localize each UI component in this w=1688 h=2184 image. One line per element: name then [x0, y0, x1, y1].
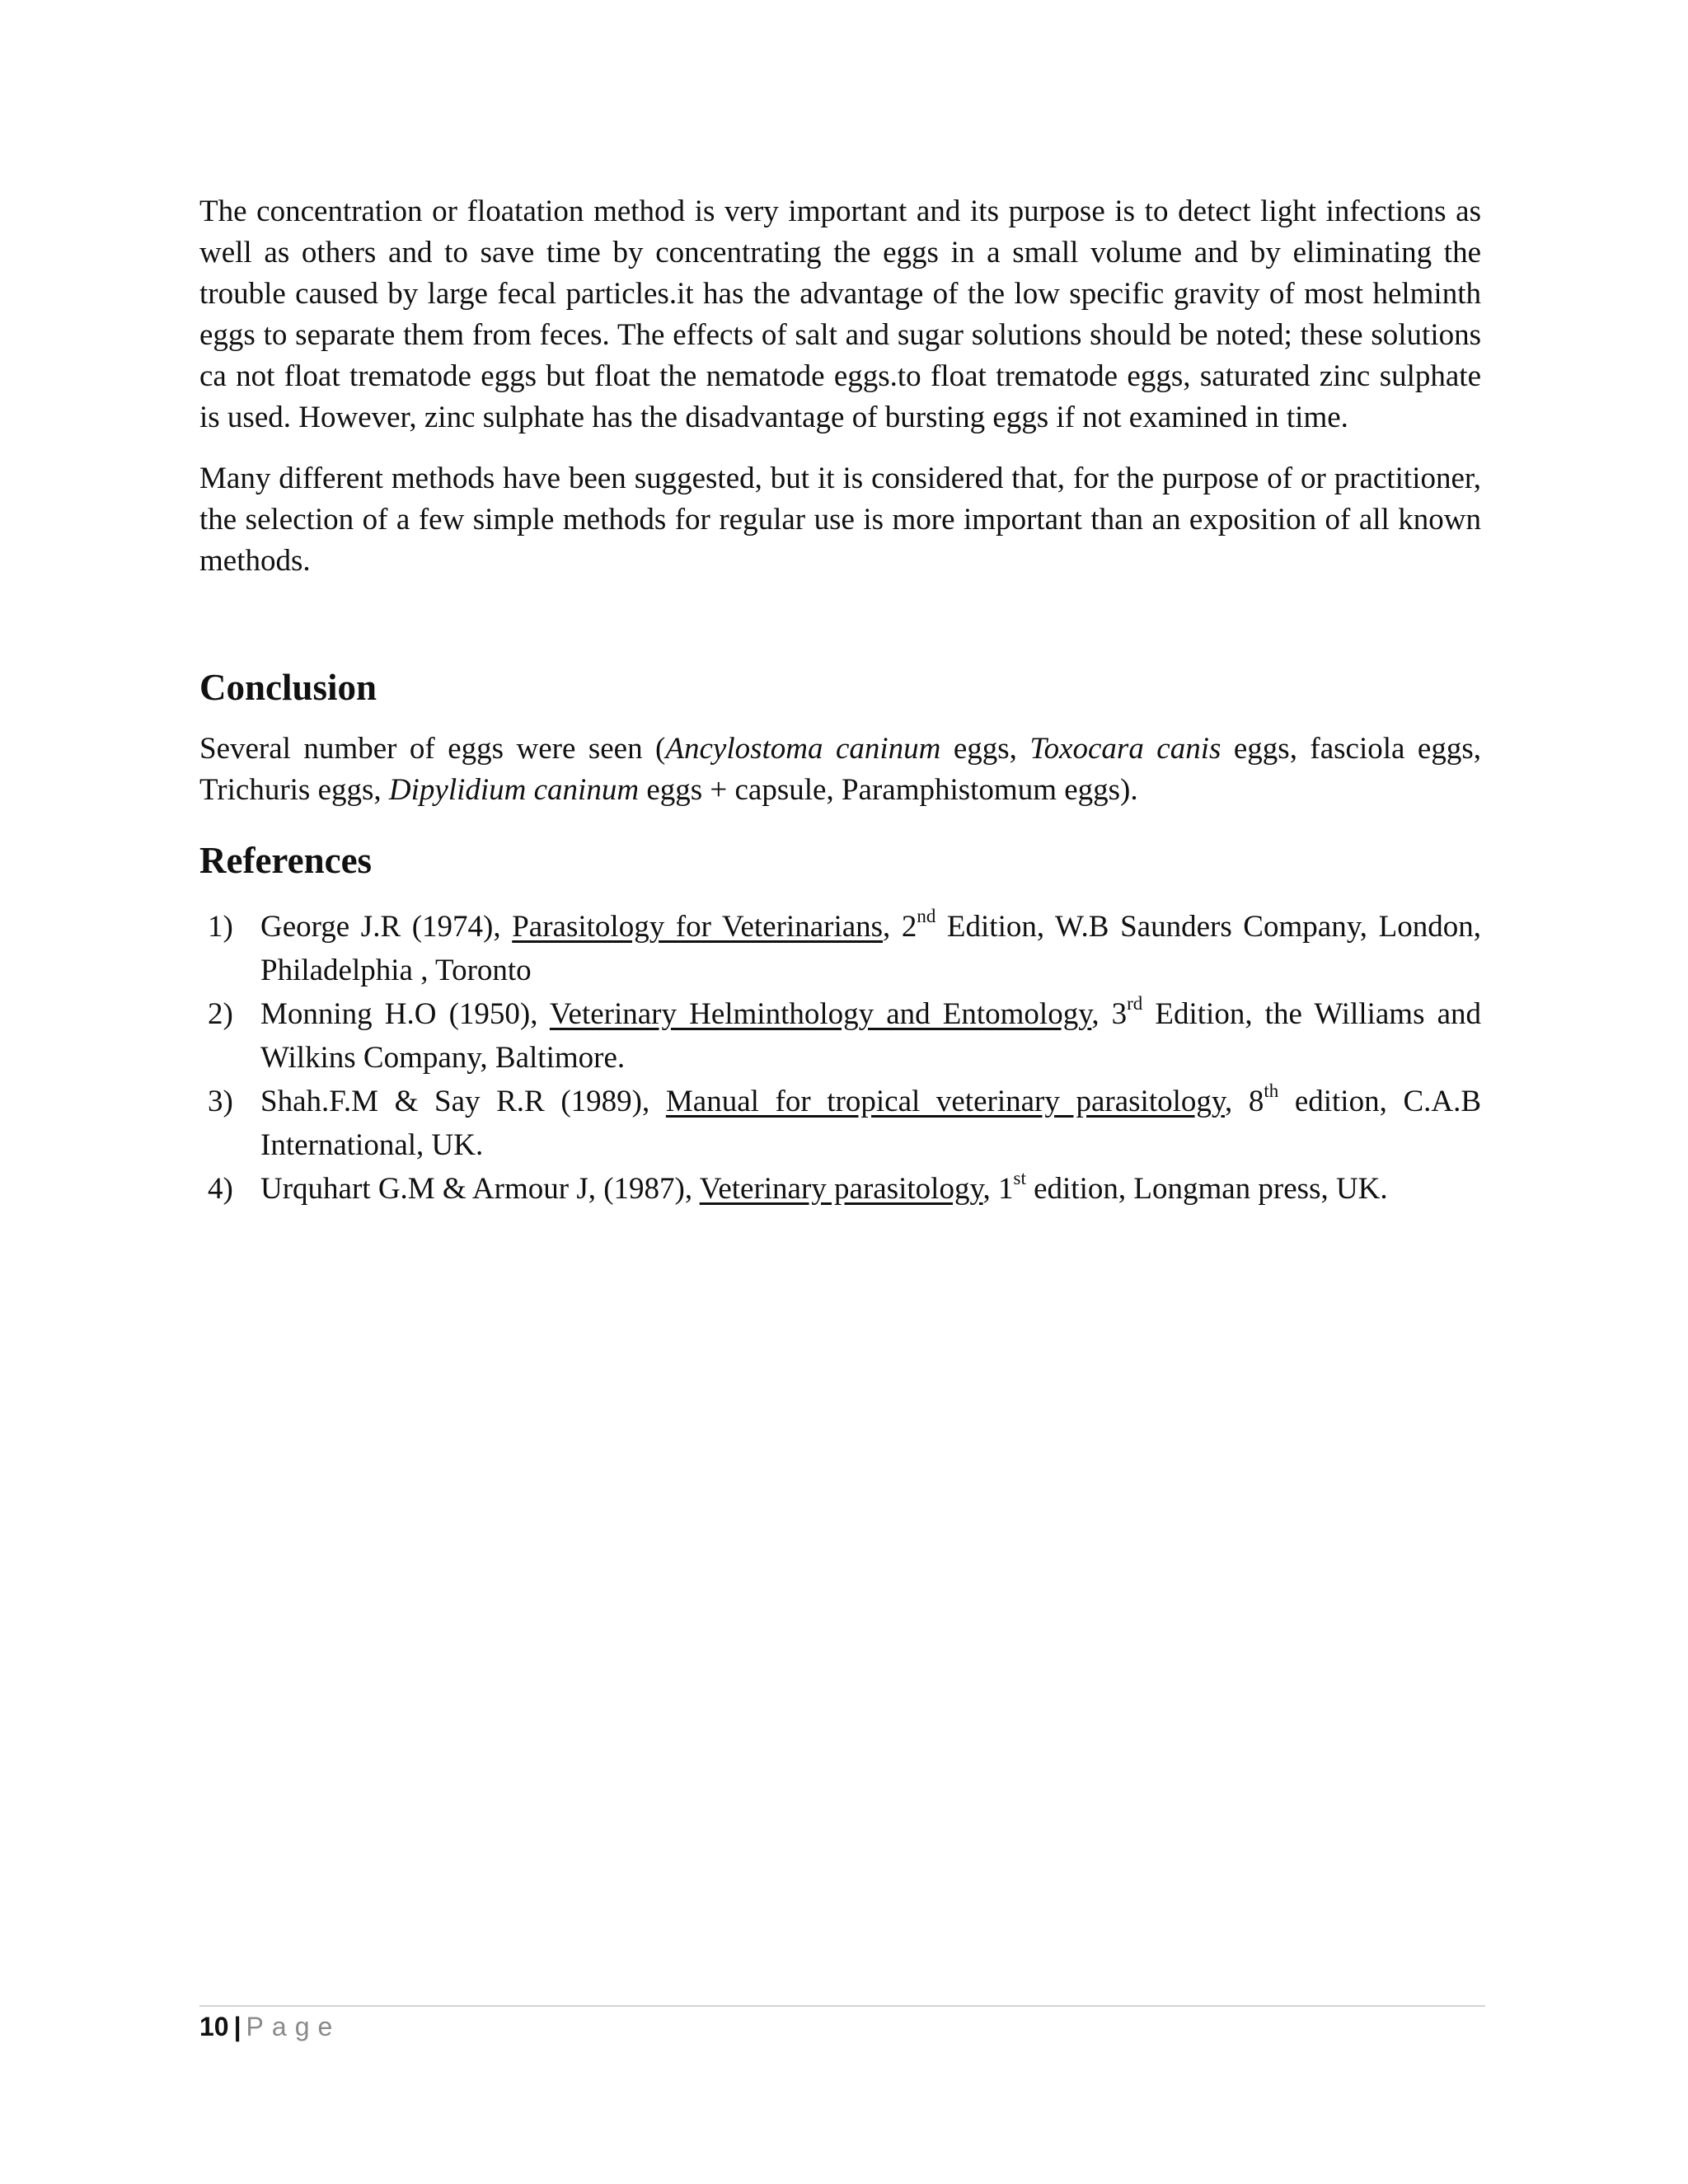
footer-separator: | [233, 2012, 241, 2041]
species-ancylostoma: Ancylostoma caninum [665, 732, 941, 766]
reference-title: Manual for tropical veterinary parasitology [665, 1085, 1225, 1118]
reference-author: Urquhart G.M & Armour J, (1987), [260, 1172, 700, 1206]
body-paragraph-2: Many different methods have been suggested, but it is considered that, for the purpose of or practitioner, the selection of a few simple methods for regular use is more important than an exposition of all known methods. [199, 462, 1481, 578]
reference-number: 3) [208, 1085, 233, 1118]
reference-title: Veterinary Helminthology and Entomology [549, 997, 1092, 1031]
body-paragraph-1: The concentration or floatation method is very important and its purpose is to detect light infections as well as others and to save time by concentrating the eggs in a small volume and by eliminating the trouble caused by large fecal particles.it has the advantage of the low specific gravity of most helminth eggs to separate them from feces. The effects of salt and sugar solutions should be noted; these solutions ca not float trematode eggs but float the nematode eggs.to float trematode eggs, saturated zinc sulphate is used. However, zinc sulphate has the disadvantage of bursting eggs if not examined in time. [199, 194, 1481, 434]
references-list [199, 905, 1481, 1211]
reference-publisher: edition, C.A.B International, UK. [260, 1085, 1482, 1162]
page-label: Page [246, 2012, 341, 2041]
conclusion-text-4: eggs + capsule, Paramphistomum eggs). [639, 773, 1138, 807]
conclusion-heading: Conclusion [199, 667, 377, 708]
reference-ordinal-suffix: rd [1127, 992, 1143, 1014]
reference-author: Shah.F.M & Say R.R (1989), [260, 1085, 666, 1118]
reference-author: Monning H.O (1950), [260, 997, 550, 1031]
conclusion-text-1: Several number of eggs were seen ( [199, 732, 666, 766]
conclusion-text-2: eggs, [940, 732, 1030, 766]
reference-item [199, 992, 1481, 1080]
footer-divider [199, 2005, 1485, 2007]
reference-number: 1) [208, 910, 233, 944]
reference-author: George J.R (1974), [260, 910, 513, 944]
reference-publisher: edition, Longman press, UK. [1025, 1172, 1388, 1206]
reference-ordinal-suffix: st [1013, 1167, 1026, 1188]
reference-edition-number: , 8 [1224, 1085, 1264, 1118]
species-toxocara: Toxocara canis [1029, 732, 1221, 766]
reference-publisher: Edition, W.B Saunders Company, London, Philadelphia , Toronto [260, 910, 1481, 987]
page-number: 10 [199, 2012, 229, 2041]
conclusion-paragraph [199, 729, 1481, 811]
reference-title: Veterinary parasitology [699, 1172, 983, 1206]
reference-ordinal-suffix: th [1264, 1080, 1279, 1101]
reference-item [199, 1167, 1481, 1211]
species-dipylidium: Dipylidium caninum [388, 773, 640, 807]
page-footer [199, 2008, 340, 2045]
reference-edition-number: , 2 [883, 910, 917, 944]
references-heading: References [199, 840, 373, 881]
page-content [199, 191, 1481, 1211]
reference-item [199, 1080, 1481, 1167]
reference-publisher: Edition, the Williams and Wilkins Company, Baltimore. [260, 997, 1482, 1075]
conclusion-text-3: eggs, fasciola eggs, Trichuris eggs, [199, 732, 1481, 807]
reference-number: 2) [208, 997, 233, 1031]
reference-edition-number: , 1 [982, 1172, 1014, 1206]
reference-item [199, 905, 1481, 992]
reference-number: 4) [208, 1172, 233, 1206]
reference-title: Parasitology for Veterinarians [512, 910, 884, 944]
reference-ordinal-suffix: nd [917, 905, 936, 926]
reference-edition-number: , 3 [1091, 997, 1128, 1031]
